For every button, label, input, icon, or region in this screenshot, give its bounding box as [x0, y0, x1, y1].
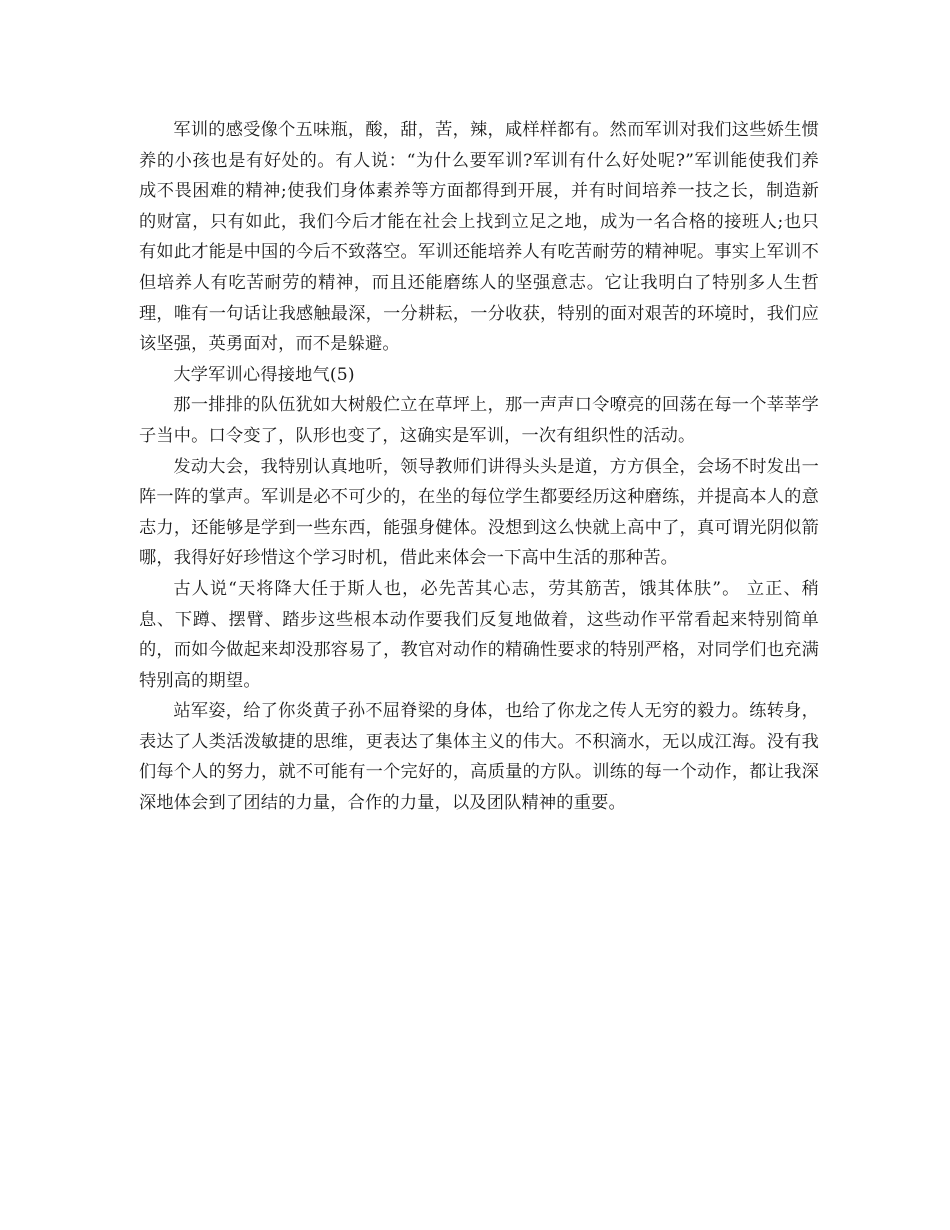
- paragraph-2: 发动大会，我特别认真地听，领导教师们讲得头头是道，方方俱全，会场不时发出一阵一阵的掌声。军训是必不可少的，在坐的每位学生都要经历这种磨练，并提高本人的意志力，还能够是学到一些东西，能强身健体。没想到这么快就上高中了，真可谓光阴似箭哪，我得好好珍惜这个学习时机，借此来体会一下高中生活的那种苦。: [139, 456, 819, 569]
- section-heading: 大学军训心得接地气(5): [173, 364, 355, 385]
- paragraph-1: 那一排排的队伍犹如大树般伫立在草坪上，那一声声口令嘹亮的回荡在每一个莘莘学子当中。口令变了，队形也变了，这确实是军训，一次有组织性的活动。: [139, 395, 819, 446]
- paragraph-4: 站军姿，给了你炎黄子孙不屈脊梁的身体，也给了你龙之传人无穷的毅力。练转身，表达了人类活泼敏捷的思维，更表达了集体主义的伟大。不积滴水，无以成江海。没有我们每个人的努力，就不可能有一个完好的，高质量的方队。训练的每一个动作，都让我深深地体会到了团结的力量，合作的力量，以及团队精神的重要。: [139, 701, 819, 814]
- paragraph-3: 古人说“天将降大任于斯人也，必先苦其心志，劳其筋苦，饿其体肤”。 立正、稍息、下蹲、摆臂、踏步这些根本动作要我们反复地做着，这些动作平常看起来特别简单的，而如今做起来却没那容易了，教官对动作的精确性要求的特别严格，对同学们也充满特别高的期望。: [139, 578, 819, 691]
- paragraph-intro: 军训的感受像个五味瓶，酸，甜，苦，辣，咸样样都有。然而军训对我们这些娇生惯养的小孩也是有好处的。有人说：“为什么要军训?军训有什么好处呢?”军训能使我们养成不畏困难的精神;使我们身体素养等方面都得到开展，并有时间培养一技之长，制造新的财富，只有如此，我们今后才能在社会上找到立足之地，成为一名合格的接班人;也只有如此才能是中国的今后不致落空。军训还能培养人有吃苦耐劳的精神呢。事实上军训不但培养人有吃苦耐劳的精神，而且还能磨练人的坚强意志。它让我明白了特别多人生哲理，唯有一句话让我感触最深，一分耕耘，一分收获，特别的面对艰苦的环境时，我们应该坚强，英勇面对，而不是躲避。: [139, 120, 819, 355]
- document-body: [139, 115, 819, 819]
